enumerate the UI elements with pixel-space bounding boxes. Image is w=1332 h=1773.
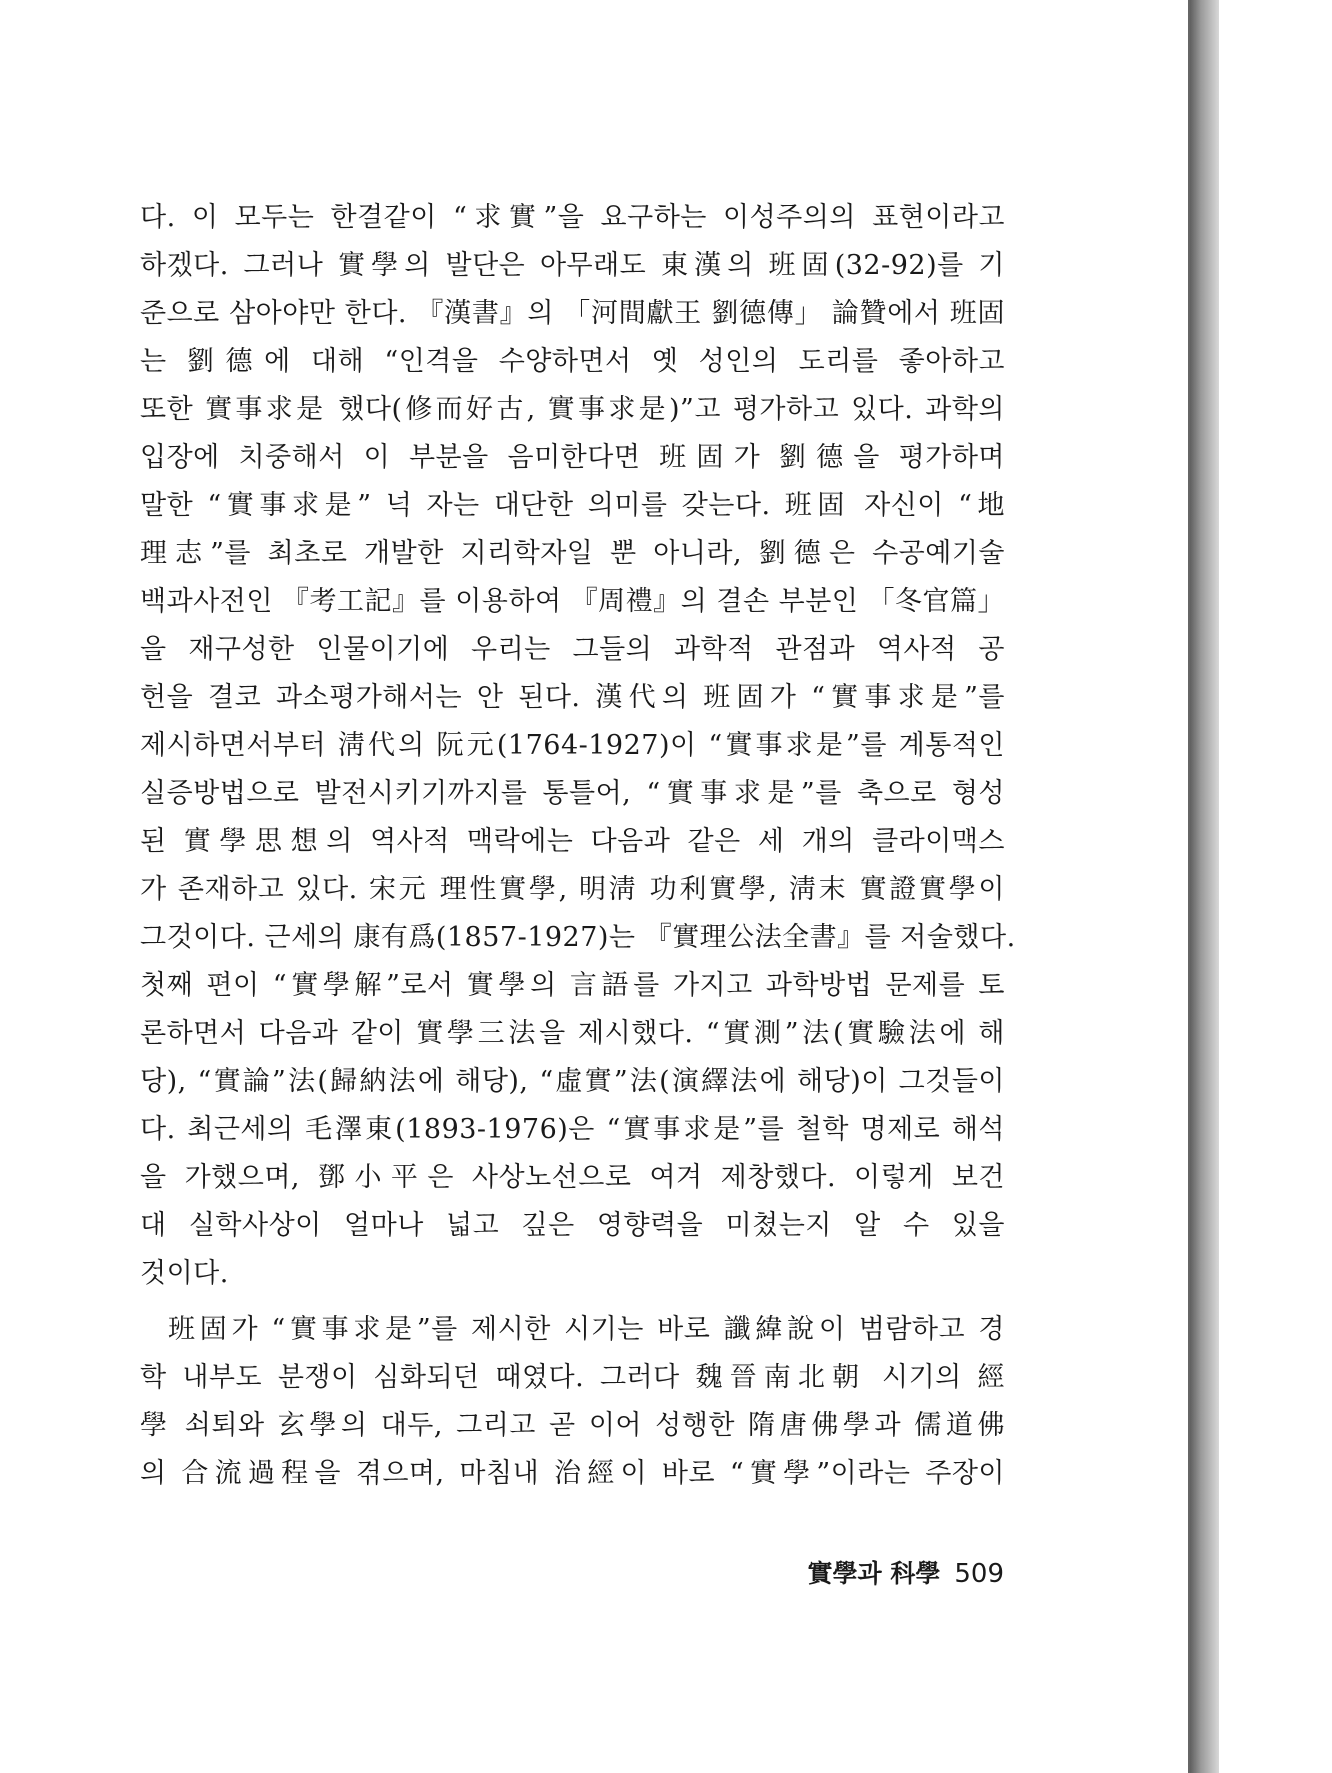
paragraph-1-line: 다. 이 모두는 한결같이 “求實”을 요구하는 이성주의의 표현이라고 <box>140 202 1005 233</box>
paragraph-1-line: 말한 “實事求是” 넉 자는 대단한 의미를 갖는다. 班固 자신이 “地 <box>140 490 1005 521</box>
paragraph-1-line: 하겠다. 그러나 實學의 발단은 아무래도 東漢의 班固(32-92)를 기 <box>140 250 1005 281</box>
paragraph-1-line: 그것이다. 근세의 康有爲(1857-1927)는 『實理公法全書』를 저술했다. <box>140 922 1016 953</box>
page-edge-shadow <box>1189 0 1219 1773</box>
paragraph-1-line: 또한 實事求是 했다(修而好古, 實事求是)”고 평가하고 있다. 과학의 <box>140 394 1005 425</box>
paragraph-1-last-line: 것이다. <box>140 1258 229 1289</box>
paragraph-1-line: 첫째 편이 “實學解”로서 實學의 言語를 가지고 과학방법 문제를 토 <box>140 970 1005 1001</box>
paragraph-1-line: 론하면서 다음과 같이 實學三法을 제시했다. “實測”法(實驗法에 해 <box>140 1018 1005 1049</box>
paragraph-1-line: 을 가했으며, 鄧小平은 사상노선으로 여겨 제창했다. 이렇게 보건 <box>140 1162 1005 1193</box>
paragraph-1-line: 理志”를 최초로 개발한 지리학자일 뿐 아니라, 劉德은 수공예기술 <box>140 538 1005 569</box>
paragraph-1-line: 제시하면서부터 淸代의 阮元(1764-1927)이 “實事求是”를 계통적인 <box>140 730 1005 761</box>
paragraph-2-line: 班固가 “實事求是”를 제시한 시기는 바로 讖緯說이 범람하고 경 <box>168 1314 1005 1345</box>
paragraph-gap <box>140 1298 1005 1306</box>
page-number: 509 <box>954 1559 1004 1589</box>
paragraph-1-line: 대 실학사상이 얼마나 넓고 깊은 영향력을 미쳤는지 알 수 있을 <box>140 1210 1005 1241</box>
paragraph-1-line: 실증방법으로 발전시키기까지를 통틀어, “實事求是”를 축으로 형성 <box>140 778 1005 809</box>
paragraph-1-line: 준으로 삼아야만 한다. 『漢書』의 「河間獻王 劉德傳」 論贊에서 班固 <box>140 298 1005 329</box>
paragraph-1-line: 당), “實論”法(歸納法에 해당), “虛實”法(演繹法에 해당)이 그것들이 <box>140 1066 1005 1097</box>
paragraph-1-line: 가 존재하고 있다. 宋元 理性實學, 明淸 功利實學, 淸末 實證實學이 <box>140 874 1005 905</box>
paragraph-1-line: 입장에 치중해서 이 부분을 음미한다면 班固가 劉德을 평가하며 <box>140 442 1005 473</box>
paragraph-1-line: 백과사전인 『考工記』를 이용하여 『周禮』의 결손 부분인 「冬官篇」 <box>140 586 1005 617</box>
running-title: 實學과 科學 <box>807 1559 941 1588</box>
paragraph-1-line: 된 實學思想의 역사적 맥락에는 다음과 같은 세 개의 클라이맥스 <box>140 826 1005 857</box>
paragraph-2-line: 學 쇠퇴와 玄學의 대두, 그리고 곧 이어 성행한 隋唐佛學과 儒道佛 <box>140 1410 1005 1441</box>
body-text <box>140 194 1016 1498</box>
paragraph-1-line: 다. 최근세의 毛澤東(1893-1976)은 “實事求是”를 철학 명제로 해석 <box>140 1114 1005 1145</box>
paragraph-1-line: 을 재구성한 인물이기에 우리는 그들의 과학적 관점과 역사적 공 <box>140 634 1005 665</box>
paragraph-1-line: 는 劉德에 대해 “인격을 수양하면서 옛 성인의 도리를 좋아하고 <box>140 346 1005 377</box>
paragraph-2-line: 학 내부도 분쟁이 심화되던 때였다. 그러다 魏晉南北朝 시기의 經 <box>140 1362 1005 1393</box>
paragraph-1-line: 헌을 결코 과소평가해서는 안 된다. 漢代의 班固가 “實事求是”를 <box>140 682 1005 713</box>
paragraph-2-line: 의 合流過程을 겪으며, 마침내 治經이 바로 “實學”이라는 주장이 <box>140 1458 1005 1489</box>
page-footer <box>808 1554 1005 1590</box>
